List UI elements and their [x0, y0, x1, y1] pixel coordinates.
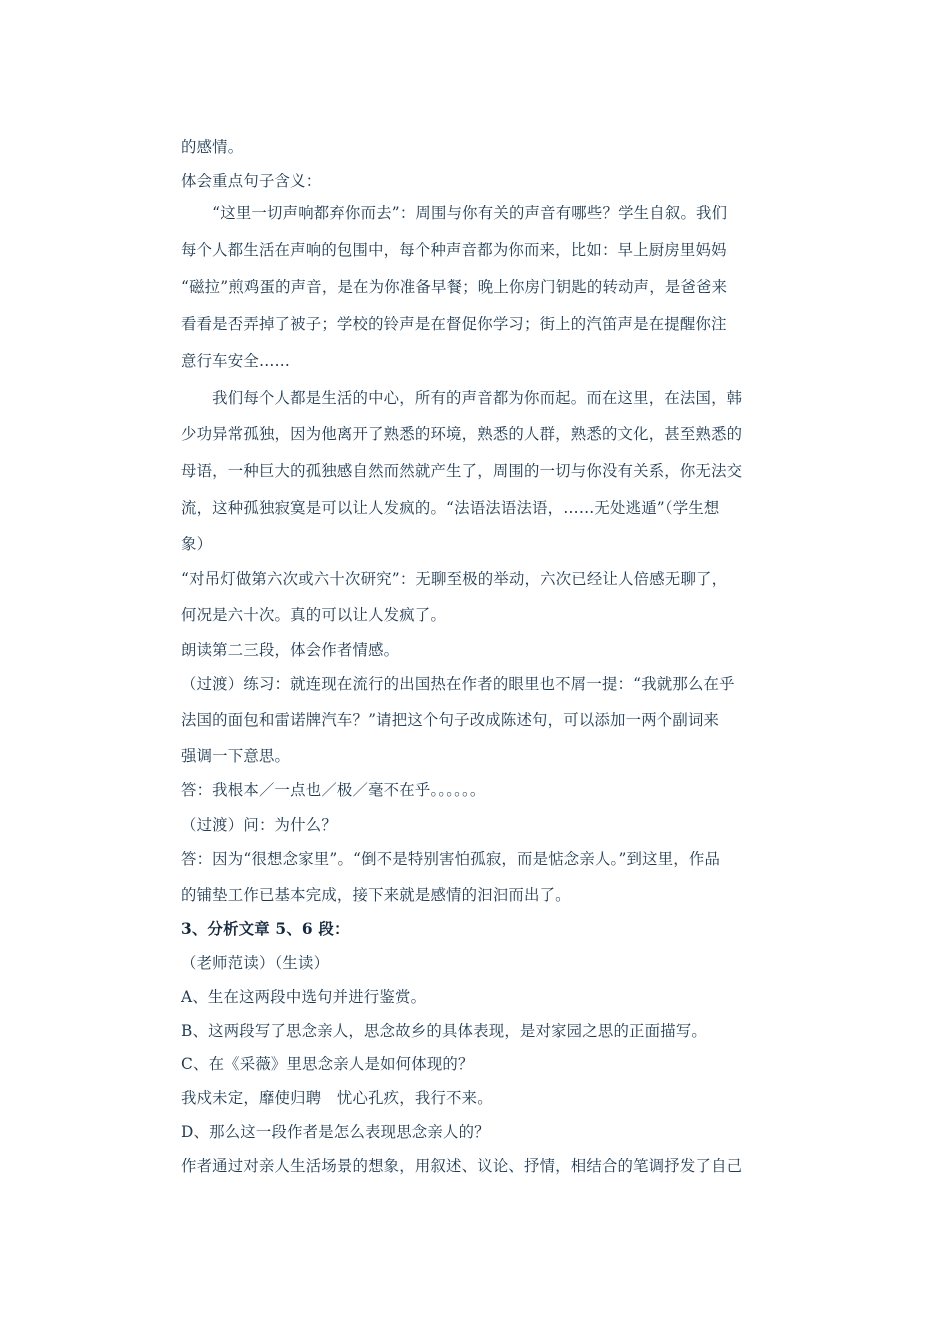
text-line: 法国的面包和雷诺牌汽车？”请把这个句子改成陈述句，可以添加一两个副词来: [181, 711, 720, 729]
text-line: “这里一切声响都弃你而去”：周围与你有关的声音有哪些？学生自叙。我们: [181, 204, 728, 222]
text-line: 答：我根本／一点也／极／毫不在乎。。。。。。: [181, 781, 486, 799]
text-line: 少功异常孤独，因为他离开了熟悉的环境，熟悉的人群，熟悉的文化，甚至熟悉的: [181, 425, 743, 443]
text-line: “磁拉”煎鸡蛋的声音，是在为你准备早餐；晚上你房门钥匙的转动声，是爸爸来: [181, 278, 728, 296]
text-line: 的感情。: [181, 138, 244, 156]
text-line: 我戍未定，靡使归聘 忧心孔疚，我行不来。: [181, 1089, 493, 1107]
text-line: 体会重点句子含义：: [181, 172, 322, 190]
text-line: 意行车安全……: [181, 352, 291, 370]
text-line: A、生在这两段中选句并进行鉴赏。: [181, 988, 427, 1006]
text-line: 朗读第二三段，体会作者情感。: [181, 641, 400, 659]
text-line: 流，这种孤独寂寞是可以让人发疯的。“法语法语法语，……无处逃遁”（学生想: [181, 499, 720, 517]
text-line: B、这两段写了思念亲人，思念故乡的具体表现，是对家园之思的正面描写。: [181, 1022, 708, 1040]
text-line: 我们每个人都是生活的中心，所有的声音都为你而起。而在这里，在法国，韩: [181, 389, 743, 407]
text-line: C、在《采薇》里思念亲人是如何体现的？: [181, 1055, 474, 1073]
text-line: 答：因为“很想念家里”。“倒不是特别害怕孤寂，而是惦念亲人。”到这里，作品: [181, 850, 721, 868]
text-line: “对吊灯做第六次或六十次研究”：无聊至极的举动，六次已经让人倍感无聊了，: [181, 570, 728, 588]
text-line: 每个人都生活在声响的包围中，每个种声音都为你而来，比如：早上厨房里妈妈: [181, 241, 727, 259]
text-line: （老师范读）（生读）: [181, 954, 330, 972]
text-line: 何况是六十次。真的可以让人发疯了。: [181, 606, 447, 624]
text-line: 强调一下意思。: [181, 747, 291, 765]
text-line: （过渡）问：为什么？: [181, 816, 337, 834]
text-line: 看看是否弄掉了被子；学校的铃声是在督促你学习；街上的汽笛声是在提醒你注: [181, 315, 727, 333]
text-line: 象）: [181, 535, 213, 553]
text-line: 作者通过对亲人生活场景的想象，用叙述、议论、抒情，相结合的笔调抒发了自己: [181, 1157, 743, 1175]
text-line: D、那么这一段作者是怎么表现思念亲人的？: [181, 1123, 490, 1141]
text-line: （过渡）练习：就连现在流行的出国热在作者的眼里也不屑一提：“我就那么在乎: [181, 675, 735, 693]
text-line: 母语，一种巨大的孤独感自然而然就产生了，周围的一切与你没有关系，你无法交: [181, 462, 743, 480]
text-line: 3、分析文章 5、6 段：: [181, 920, 350, 938]
text-line: 的铺垫工作已基本完成，接下来就是感情的汩汩而出了。: [181, 886, 571, 904]
